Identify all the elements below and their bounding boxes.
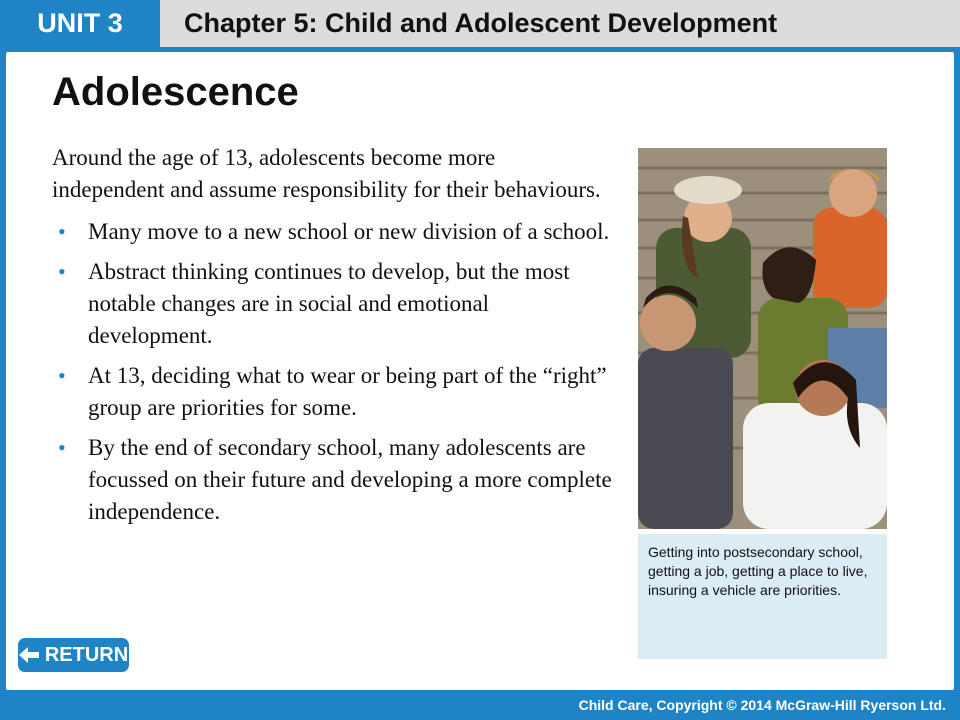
bullet-list [52,216,612,528]
arrow-left-icon [19,647,39,663]
return-button[interactable] [16,636,131,674]
chapter-title: Chapter 5: Child and Adolescent Development [160,0,960,47]
intro-paragraph: Around the age of 13, adolescents become more independent and assume responsibility for their behaviours. [52,145,601,202]
bullet-icon: • [58,219,66,244]
bullet-icon: • [58,363,66,388]
bullet-text: By the end of secondary school, many adolescents are focussed on their future and developing a more complete independence. [88,435,612,524]
unit-label: UNIT 3 [0,0,160,47]
bullet-text: Many move to a new school or new division of a school. [88,219,610,244]
slide-title: Adolescence [52,70,299,114]
content-panel [6,52,954,690]
bullet-icon: • [58,259,66,284]
teens-photo-illustration [638,148,887,529]
bullet-icon: • [58,435,66,460]
bullet-text: At 13, deciding what to wear or being part of the “right” group are priorities for some. [88,363,607,420]
list-item [52,216,612,248]
teens-photo [638,148,887,529]
list-item [52,360,612,424]
return-label: RETURN [44,643,129,666]
list-item [52,256,612,352]
list-item [52,432,612,528]
photo-caption: Getting into postsecondary school, getting a job, getting a place to live, insuring a vehicle are priorities. [638,534,887,659]
bullet-text: Abstract thinking continues to develop, but the most notable changes are in social and emotional development. [88,259,570,348]
return-subtitle[interactable]: TO PREVIOUS SLIDE [18,673,124,684]
body-text [52,142,612,536]
footer-copyright: Child Care, Copyright © 2014 McGraw-Hill Ryerson Ltd. [0,690,960,720]
